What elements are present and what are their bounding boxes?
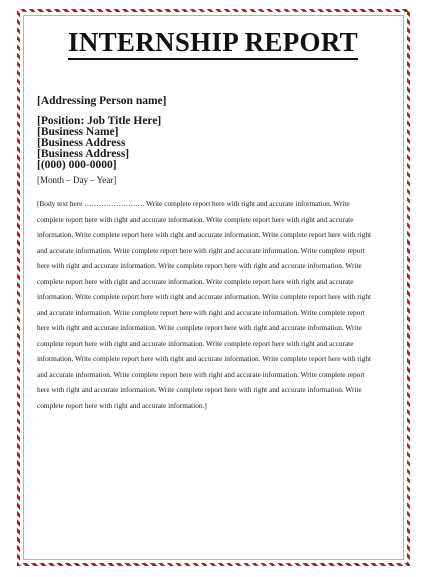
phone-line: [(000) 000-0000] [37, 159, 117, 171]
date-line: [Month – Day – Year] [37, 175, 117, 185]
address-block [37, 116, 161, 171]
business-address-line-2: [Business Address] [37, 148, 130, 160]
report-title-text: INTERNSHIP REPORT [68, 27, 358, 60]
report-title [0, 29, 426, 56]
body-paragraph: [Body text here ……………………. Write complete report here with right and accurate information. Write complete report here with right and accurate information. Write complete report here with right and accurate information. Write complete report here with right and accurate information. Write complete report here with right and accurate information. Write complete report here with right and accurate information. Write complete report here with right and accurate information. Write complete report here with right and accurate information. Write complete report here with right and accurate information. Write complete report here with right and accurate information. Write complete report here with right and accurate information. Write complete report here with right and accurate information. Write complete report here with right and accurate information. Write complete report here with right and accurate information. Write complete report here with right and accurate information. Write complete report here with right and accurate information. Write complete report here with right and accurate information. Write complete report here with right and accurate information. Write complete report here with right and accurate information. Write complete report here with right and accurate information. Write complete report here with right and accurate information. Write complete report here with right and accurate information. Write complete report here with right and accurate information.] [37, 199, 372, 410]
business-address-line-1: [Business Address [37, 137, 126, 149]
addressee-line: [Addressing Person name] [37, 95, 167, 107]
position-line: [Position: Job Title Here] [37, 115, 162, 127]
business-name-line: [Business Name] [37, 126, 119, 138]
